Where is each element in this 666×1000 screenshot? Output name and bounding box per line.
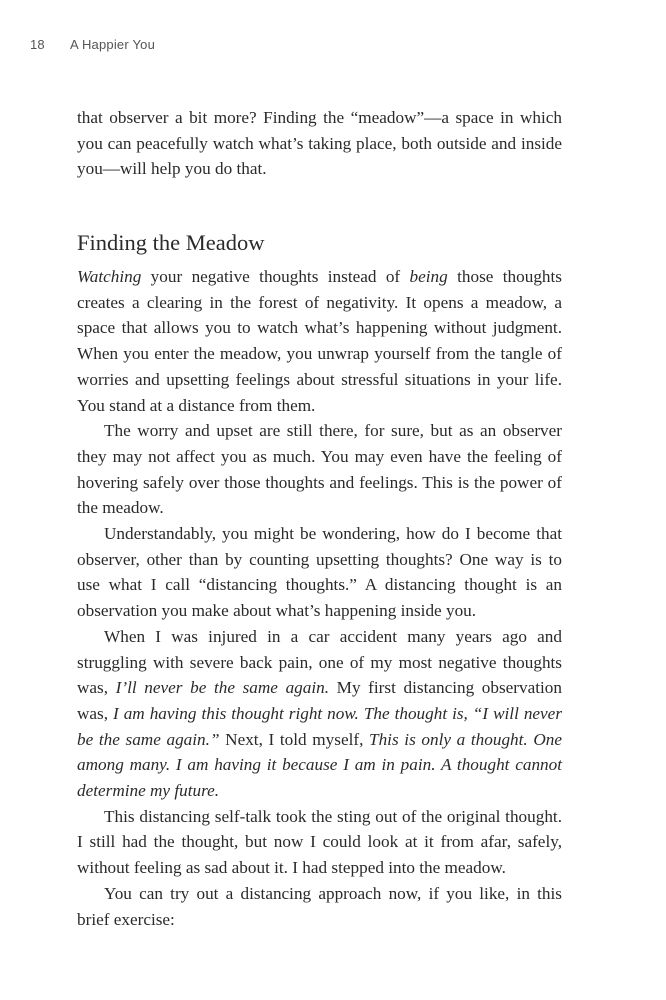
text-run: My first distancing observation was, (77, 678, 562, 723)
text-run: those thoughts creates a clearing in the forest of negativity. It opens a meadow, a space that allows you to watch what’s happening without judgment. When you enter the meadow, you unwrap yourself from the tangle of worries and upsetting feelings about stressful situations in your life. You stand at a distance from them. (77, 267, 562, 415)
text-run: You can try out a distancing approach now, if you like, in this brief exercise: (77, 883, 562, 929)
page-number: 18 (30, 37, 45, 52)
book-title: A Happier You (70, 37, 156, 52)
italic-text: being (409, 267, 448, 286)
body-paragraph (77, 521, 562, 624)
text-run: Next, I told myself, (219, 729, 370, 749)
italic-text: Watching (77, 267, 142, 286)
body-paragraph (77, 804, 562, 881)
italic-text: This is only a thought. One among many. I am having it because I am in pain. A thought cannot determine my future. (77, 729, 563, 801)
text-run: This distancing self-talk took the sting out of the original thought. I still had the thought, but now I could look at it from afar, safely, without feeling as sad about it. I had stepped into the meadow. (77, 806, 562, 878)
text-run: When I was injured in a car accident many years ago and struggling with severe back pain, one of my most negative thoughts was, (77, 626, 562, 698)
body-paragraph (77, 624, 562, 804)
body-paragraph (77, 264, 562, 418)
text-run: Understandably, you might be wondering, how do I become that observer, other than by counting upsetting thoughts? One way is to use what I call “distancing thoughts.” A distancing thought is an observation you make about what’s happening inside you. (77, 524, 562, 621)
italic-text: I’ll never be the same again. (115, 678, 330, 698)
body-paragraph (77, 881, 562, 932)
running-head (30, 37, 155, 52)
section-heading: Finding the Meadow (77, 230, 265, 255)
italic-text: I am having this thought right now. The thought is, “I will never be the same again.” (77, 703, 563, 749)
body-paragraph (77, 418, 562, 521)
text-run: The worry and upset are still there, for sure, but as an observer they may not affect you as much. You may even have the feeling of hovering safely over those thoughts and feelings. This is the power of the meadow. (77, 421, 562, 518)
text-run: your negative thoughts instead of (141, 267, 410, 286)
continuation-paragraph: that observer a bit more? Finding the “meadow”—a space in which you can peacefully watch what’s taking place, both outside and inside you—will help you do that. (77, 108, 562, 179)
section-body (77, 264, 562, 932)
continuation-text (77, 105, 562, 182)
